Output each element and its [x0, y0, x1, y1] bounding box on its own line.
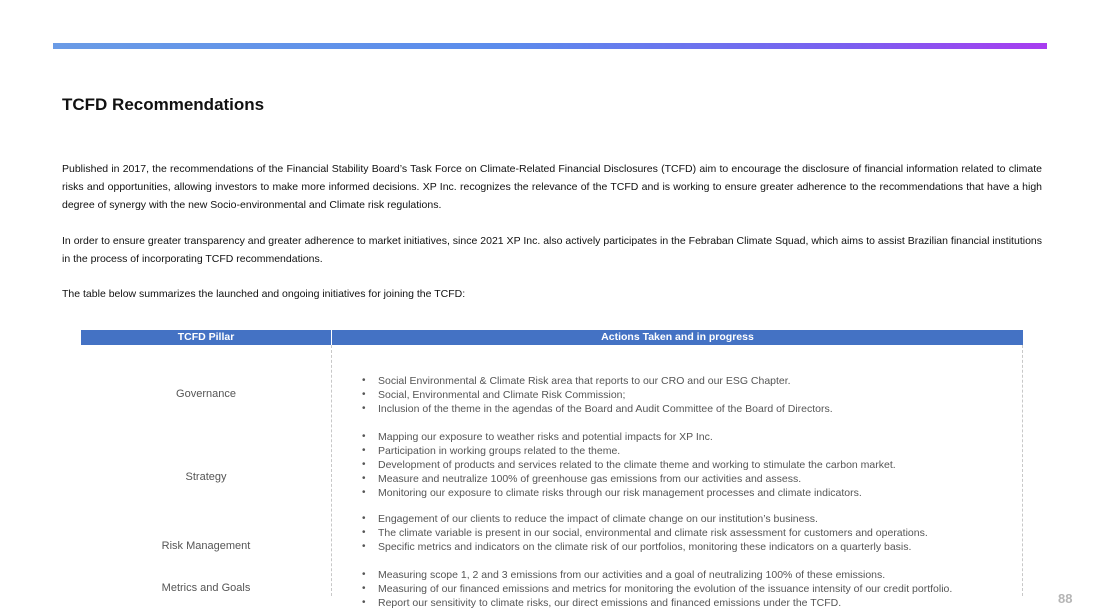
- list-item: • Participation in working groups related to the theme.: [362, 444, 896, 458]
- list-item: • Measuring of our financed emissions and metrics for monitoring the evolution of the issuance intensity of our credit portfolio.: [362, 582, 952, 596]
- header-tcfd-pillar: TCFD Pillar: [81, 330, 332, 345]
- table-body: [81, 345, 1023, 609]
- list-item: • Engagement of our clients to reduce the impact of climate change on our institution’s business.: [362, 512, 928, 526]
- list-item: • Social, Environmental and Climate Risk Commission;: [362, 388, 833, 402]
- table-header: [81, 330, 1023, 345]
- actions-governance: [362, 374, 833, 416]
- pillar-governance: Governance: [176, 388, 236, 400]
- list-item: • The climate variable is present in our social, environmental and climate risk assessment for customers and operations.: [362, 526, 928, 540]
- page-number: 88: [1058, 591, 1073, 606]
- list-item: • Mapping our exposure to weather risks and potential impacts for XP Inc.: [362, 430, 896, 444]
- list-item: • Specific metrics and indicators on the climate risk of our portfolios, monitoring these indicators on a quarterly basis.: [362, 540, 928, 554]
- climate-squad-paragraph: In order to ensure greater transparency and greater adherence to market initiatives, since 2021 XP Inc. also actively participates in the Febraban Climate Squad, which aims to assist Brazilian financial institutions in the process of incorporating TCFD recommendations.: [62, 235, 1042, 265]
- page-title: TCFD Recommendations: [62, 95, 265, 114]
- list-item: • Inclusion of the theme in the agendas of the Board and Audit Committee of the Board of Directors.: [362, 402, 833, 416]
- pillar-risk-management: Risk Management: [161, 540, 251, 552]
- tcfd-table: [81, 330, 1023, 609]
- top-accent-bar: [53, 43, 1047, 49]
- pillar-strategy: Strategy: [185, 471, 227, 483]
- actions-strategy: [362, 430, 896, 500]
- table-intro-paragraph: The table below summarizes the launched and ongoing initiatives for joining the TCFD:: [62, 288, 466, 300]
- pillar-metrics-and-goals: Metrics and Goals: [161, 582, 251, 594]
- actions-metrics-and-goals: [362, 568, 952, 610]
- list-item: • Monitoring our exposure to climate risks through our risk management processes and climate indicators.: [362, 486, 896, 500]
- list-item: • Social Environmental & Climate Risk area that reports to our CRO and our ESG Chapter.: [362, 374, 833, 388]
- intro-paragraph: Published in 2017, the recommendations of the Financial Stability Board’s Task Force on Climate-Related Financial Disclosures (TCFD) aim to encourage the disclosure of financial information related to climate risks and opportunities, allowing investors to make more informed decisions. XP Inc. recognizes the relevance of the TCFD and is working to ensure greater adherence to the recommendations that have a high degree of synergy with the new Socio-environmental and Climate risk regulations.: [62, 163, 1042, 211]
- header-actions: Actions Taken and in progress: [601, 331, 754, 343]
- list-item: • Measure and neutralize 100% of greenhouse gas emissions from our activities and assess.: [362, 472, 896, 486]
- list-item: • Report our sensitivity to climate risks, our direct emissions and financed emissions under the TCFD.: [362, 596, 952, 610]
- column-divider: [331, 345, 332, 596]
- list-item: • Measuring scope 1, 2 and 3 emissions from our activities and a goal of neutralizing 100% of these emissions.: [362, 568, 952, 582]
- actions-risk-management: [362, 512, 928, 554]
- list-item: • Development of products and services related to the climate theme and working to stimulate the carbon market.: [362, 458, 896, 472]
